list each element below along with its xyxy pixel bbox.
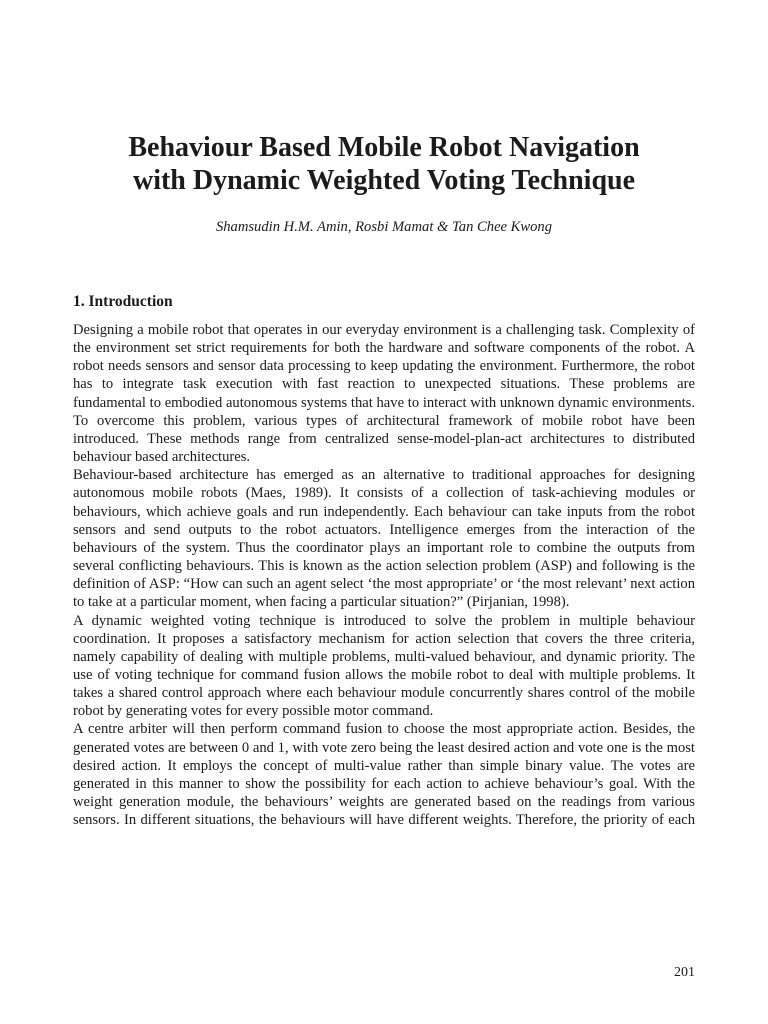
paragraph: Designing a mobile robot that operates in our everyday environment is a challenging task. Complexity of the environment set strict requirements for both the hardware and software components of the robot. A robot needs sensors and sensor data processing to keep updating the environment. Furthermore, the robot has to integrate task execution with fast reaction to unexpected situations. These problems are fundamental to embodied autonomous systems that have to interact with unknown dynamic environments. To overcome this problem, various types of architectural framework of mobile robot have been introduced. These methods range from centralized sense-model-plan-act architectures to distributed behaviour based architectures.: [73, 322, 695, 466]
paragraph: Behaviour-based architecture has emerged as an alternative to traditional approaches for designing autonomous mobile robots (Maes, 1989). It consists of a collection of task-achieving modules or behaviours, which achieve goals and run independently. Each behaviour can take inputs from the robot sensors and send outputs to the robot actuators. Intelligence emerges from the interaction of the behaviours of the system. Thus the coordinator plays an important role to combine the outputs from several conflicting behaviours. This is known as the action selection problem (ASP) and following is the definition of ASP: “How can such an agent select ‘the most appropriate’ or ‘the most relevant’ next action to take at a particular moment, when facing a particular situation?” (Pirjanian, 1998).: [73, 467, 695, 611]
paper-title-line-1: Behaviour Based Mobile Robot Navigation: [128, 132, 640, 163]
paper-title: [40, 131, 728, 197]
paragraph: A centre arbiter will then perform command fusion to choose the most appropriate action. Besides, the generated votes are between 0 and 1, with vote zero being the least desired action and vote one is the most desired action. It employs the concept of multi-value rather than simple binary value. The votes are generated in this manner to show the possibility for each action to achieve behaviour’s goal. With the weight generation module, the behaviours’ weights are generated based on the readings from various sensors. In different situations, the behaviours will have different weights. Therefore, the priority of each: [73, 721, 695, 829]
paper-authors: Shamsudin H.M. Amin, Rosbi Mamat & Tan Chee Kwong: [215, 219, 553, 235]
paper-title-line-2: with Dynamic Weighted Voting Technique: [132, 165, 636, 196]
section-heading: 1. Introduction: [73, 293, 173, 310]
body-text: [73, 321, 695, 829]
paragraph: A dynamic weighted voting technique is introduced to solve the problem in multiple behaviour coordination. It proposes a satisfactory mechanism for action selection that covers the three criteria, namely capability of dealing with multiple problems, multi-valued behaviour, and dynamic priority. The use of voting technique for command fusion allows the mobile robot to deal with multiple problems. It takes a shared control approach where each behaviour module concurrently shares control of the mobile robot by generating votes for every possible motor command.: [73, 612, 695, 720]
page-number: 201: [674, 965, 695, 980]
